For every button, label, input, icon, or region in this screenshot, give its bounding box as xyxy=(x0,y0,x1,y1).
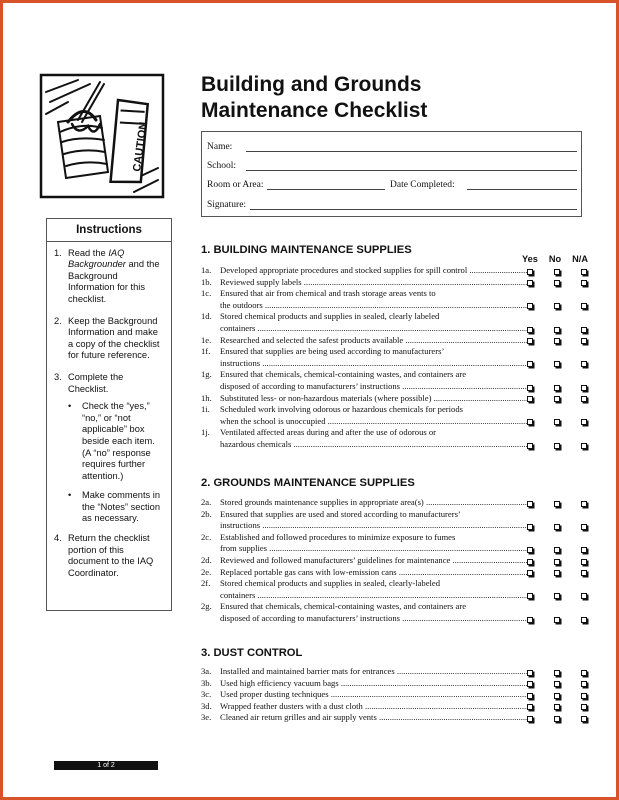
na-checkbox[interactable] xyxy=(581,670,587,676)
page-number: 1 of 2 xyxy=(54,761,158,770)
item-code: 3b. xyxy=(201,677,212,688)
na-checkbox[interactable] xyxy=(581,593,587,599)
item-text-line: Scheduled work involving odorous or hazardous chemicals for periods xyxy=(220,404,463,415)
section-title: 2. GROUNDS MAINTENANCE SUPPLIES xyxy=(201,477,415,489)
item-text xyxy=(220,678,527,690)
item-text xyxy=(220,701,527,713)
no-checkbox[interactable] xyxy=(554,524,560,530)
na-checkbox[interactable] xyxy=(581,547,587,553)
item-text-line: Established and followed procedures to minimize exposure to fumes xyxy=(220,531,456,542)
school-field[interactable] xyxy=(207,161,577,171)
answer-checkboxes xyxy=(527,361,587,369)
no-checkbox[interactable] xyxy=(554,670,560,676)
no-checkbox[interactable] xyxy=(554,704,560,710)
na-checkbox[interactable] xyxy=(581,327,587,333)
item-text xyxy=(220,288,527,311)
item-code: 2g. xyxy=(201,601,212,612)
instruction-item: 4. Return the checklist portion of this document to the IAQ Coordinator. xyxy=(54,533,154,578)
signature-line[interactable] xyxy=(250,200,577,210)
item-text xyxy=(220,311,527,334)
yes-checkbox[interactable] xyxy=(527,716,533,722)
item-code: 1f. xyxy=(201,346,211,357)
item-text-line: containers ..... xyxy=(220,590,527,602)
yes-checkbox[interactable] xyxy=(527,704,533,710)
yes-checkbox[interactable] xyxy=(527,338,533,344)
no-checkbox[interactable] xyxy=(554,443,560,449)
no-checkbox[interactable] xyxy=(554,501,560,507)
checklist-row xyxy=(201,532,587,555)
answer-checkboxes xyxy=(527,593,587,601)
na-checkbox[interactable] xyxy=(581,716,587,722)
no-checkbox[interactable] xyxy=(554,693,560,699)
no-checkbox[interactable] xyxy=(554,338,560,344)
answer-checkboxes xyxy=(527,269,587,277)
instruction-item: 1. Read the IAQ Backgrounder and the Background Information for this checklist. xyxy=(54,247,160,304)
item-text-line: disposed of according to manufacturers’ instructions ..... xyxy=(220,613,527,625)
no-checkbox[interactable] xyxy=(554,681,560,687)
answer-checkboxes xyxy=(527,617,587,625)
item-text-line: Stored grounds maintenance supplies in appropriate area(s) ..... xyxy=(220,497,527,509)
na-checkbox[interactable] xyxy=(581,269,587,275)
page-title xyxy=(201,72,427,124)
col-na: N/A xyxy=(572,254,588,264)
answer-checkboxes xyxy=(527,385,587,393)
title-line-2: Maintenance Checklist xyxy=(201,99,428,122)
item-code: 3a. xyxy=(201,666,212,676)
room-line[interactable] xyxy=(267,180,385,190)
yes-checkbox[interactable] xyxy=(527,396,533,402)
item-text-line: Reviewed supply labels ..... xyxy=(220,277,527,289)
item-text xyxy=(220,265,527,277)
item-text-line: Reviewed and followed manufacturers’ guidelines for maintenance ..... xyxy=(220,555,527,567)
item-text-line: Wrapped feather dusters with a dust cloth ..... xyxy=(220,701,527,713)
date-label: Date Completed: xyxy=(390,180,455,190)
item-code: 1i. xyxy=(201,404,210,415)
item-text xyxy=(220,666,527,678)
yes-checkbox[interactable] xyxy=(527,547,533,553)
item-text xyxy=(220,509,527,532)
na-checkbox[interactable] xyxy=(581,681,587,687)
section-building-maintenance xyxy=(201,244,587,451)
checklist-rows xyxy=(201,666,587,724)
yes-checkbox[interactable] xyxy=(527,280,533,286)
item-text-line: instructions ..... xyxy=(220,358,527,370)
na-checkbox[interactable] xyxy=(581,524,587,530)
item-text xyxy=(220,277,527,289)
checklist-row xyxy=(201,335,587,347)
item-code: 3d. xyxy=(201,700,212,711)
item-text xyxy=(220,427,527,450)
answer-checkboxes xyxy=(527,716,587,724)
answer-checkboxes xyxy=(527,419,587,427)
item-text xyxy=(220,578,527,601)
item-text-line: the outdoors ..... xyxy=(220,300,527,312)
title-line-1: Building and Grounds xyxy=(201,73,422,96)
item-text-line: Ensured that chemicals, chemical-containing wastes, and containers are xyxy=(220,369,467,380)
checklist-row xyxy=(201,567,587,579)
checklist-row xyxy=(201,701,587,713)
col-no: No xyxy=(548,254,562,264)
yes-checkbox[interactable] xyxy=(527,593,533,599)
checklist-row xyxy=(201,555,587,567)
item-code: 3e. xyxy=(201,712,212,723)
item-text-line: Stored chemical products and supplies in sealed, clearly-labeled xyxy=(220,578,441,589)
no-checkbox[interactable] xyxy=(554,570,560,576)
no-checkbox[interactable] xyxy=(554,396,560,402)
item-text-line: Used proper dusting techniques ..... xyxy=(220,689,527,701)
item-text xyxy=(220,689,527,701)
yes-checkbox[interactable] xyxy=(527,361,533,367)
item-text-line: Used high efficiency vacuum bags ..... xyxy=(220,678,527,690)
yes-checkbox[interactable] xyxy=(527,269,533,275)
checklist-row xyxy=(201,404,587,427)
no-checkbox[interactable] xyxy=(554,303,560,309)
checklist-rows xyxy=(201,497,587,625)
yes-checkbox[interactable] xyxy=(527,559,533,565)
date-line[interactable] xyxy=(467,180,577,190)
item-text-line: Stored chemical products and supplies in sealed, clearly labeled xyxy=(220,311,440,322)
answer-checkboxes xyxy=(527,670,587,678)
school-line[interactable] xyxy=(246,161,577,171)
item-text-line: Substituted less- or non-hazardous materials (where possible) ..... xyxy=(220,393,527,405)
signature-label: Signature: xyxy=(207,200,247,210)
na-checkbox[interactable] xyxy=(581,559,587,565)
yes-checkbox[interactable] xyxy=(527,327,533,333)
section-title: 1. BUILDING MAINTENANCE SUPPLIES xyxy=(201,244,412,256)
checklist-row xyxy=(201,509,587,532)
no-checkbox[interactable] xyxy=(554,419,560,425)
answer-checkboxes xyxy=(527,570,587,578)
item-code: 1c. xyxy=(201,288,212,299)
na-checkbox[interactable] xyxy=(581,338,587,344)
checklist-rows xyxy=(201,265,587,451)
item-text-line: Developed appropriate procedures and stocked supplies for spill control ..... xyxy=(220,265,527,277)
checklist-row xyxy=(201,678,587,690)
caution-bucket-logo xyxy=(38,72,166,200)
item-code: 2f. xyxy=(201,578,211,589)
no-checkbox[interactable] xyxy=(554,559,560,565)
checklist-row xyxy=(201,578,587,601)
item-code: 2e. xyxy=(201,566,212,577)
na-checkbox[interactable] xyxy=(581,280,587,286)
checklist-row xyxy=(201,601,587,624)
checklist-row xyxy=(201,288,587,311)
instructions-box xyxy=(46,218,172,611)
name-line[interactable] xyxy=(246,142,577,152)
no-checkbox[interactable] xyxy=(554,280,560,286)
answer-checkboxes xyxy=(527,501,587,509)
item-text xyxy=(220,335,527,347)
no-checkbox[interactable] xyxy=(554,593,560,599)
section-title: 3. DUST CONTROL xyxy=(201,647,303,659)
answer-checkboxes xyxy=(527,443,587,451)
answer-checkboxes xyxy=(527,524,587,532)
no-checkbox[interactable] xyxy=(554,617,560,623)
item-code: 3c. xyxy=(201,689,212,700)
checklist-row xyxy=(201,265,587,277)
na-checkbox[interactable] xyxy=(581,693,587,699)
item-text-line: Ensured that supplies are being used according to manufacturers’ xyxy=(220,346,445,357)
checklist-row xyxy=(201,346,587,369)
yes-checkbox[interactable] xyxy=(527,524,533,530)
instruction-sub-item: • Check the “yes,” “no,” or “not applicable” box beside each item. (A “no” response requires further attention.) xyxy=(68,401,155,481)
item-code: 2c. xyxy=(201,531,212,542)
name-label: Name: xyxy=(207,142,233,152)
item-code: 1g. xyxy=(201,369,212,380)
signature-field[interactable] xyxy=(207,200,577,210)
item-text-line: instructions ..... xyxy=(220,520,527,532)
checklist-row xyxy=(201,497,587,509)
item-text xyxy=(220,555,527,567)
item-code: 1b. xyxy=(201,276,212,287)
no-checkbox[interactable] xyxy=(554,716,560,722)
answer-checkboxes xyxy=(527,681,587,689)
item-code: 2b. xyxy=(201,508,212,519)
room-label: Room or Area: xyxy=(207,180,264,190)
item-text-line: Ensured that chemicals, chemical-containing wastes, and containers are xyxy=(220,601,467,612)
item-text xyxy=(220,712,527,724)
na-checkbox[interactable] xyxy=(581,704,587,710)
answer-checkboxes xyxy=(527,303,587,311)
na-checkbox[interactable] xyxy=(581,303,587,309)
yes-checkbox[interactable] xyxy=(527,617,533,623)
yes-checkbox[interactable] xyxy=(527,570,533,576)
item-text-line: containers ..... xyxy=(220,323,527,335)
room-field[interactable] xyxy=(207,180,385,190)
na-checkbox[interactable] xyxy=(581,443,587,449)
item-text xyxy=(220,567,527,579)
name-field[interactable] xyxy=(207,142,577,152)
checklist-row xyxy=(201,712,587,724)
na-checkbox[interactable] xyxy=(581,501,587,507)
na-checkbox[interactable] xyxy=(581,361,587,367)
item-text-line: Ensured that supplies are used and stored according to manufacturers’ xyxy=(220,508,461,519)
item-text-line: hazardous chemicals ..... xyxy=(220,439,527,451)
na-checkbox[interactable] xyxy=(581,570,587,576)
no-checkbox[interactable] xyxy=(554,361,560,367)
logo-caution-text: CAUTION xyxy=(131,121,150,173)
info-form xyxy=(201,131,582,217)
instruction-sub-item: • Make comments in the “Notes” section as necessary. xyxy=(68,490,161,524)
instruction-item: 2. Keep the Background Information and make a copy of the checklist for future reference. xyxy=(54,315,160,361)
checklist-row xyxy=(201,393,587,405)
checklist-row xyxy=(201,369,587,392)
yes-checkbox[interactable] xyxy=(527,670,533,676)
item-text xyxy=(220,346,527,369)
answer-checkboxes xyxy=(527,547,587,555)
checklist-row xyxy=(201,666,587,678)
item-code: 1e. xyxy=(201,334,212,345)
instructions-title: Instructions xyxy=(47,219,171,242)
item-text xyxy=(220,404,527,427)
checklist-row xyxy=(201,277,587,289)
answer-checkboxes xyxy=(527,396,587,404)
item-code: 2a. xyxy=(201,497,212,507)
yes-checkbox[interactable] xyxy=(527,443,533,449)
item-code: 1j. xyxy=(201,427,210,438)
item-text-line: disposed of according to manufacturers’ instructions ..... xyxy=(220,381,527,393)
yes-checkbox[interactable] xyxy=(527,385,533,391)
section-dust-control xyxy=(201,647,587,724)
item-text xyxy=(220,601,527,624)
no-checkbox[interactable] xyxy=(554,385,560,391)
item-code: 2d. xyxy=(201,554,212,565)
answer-checkboxes xyxy=(527,327,587,335)
date-field[interactable] xyxy=(390,180,577,190)
answer-checkboxes xyxy=(527,559,587,567)
answer-checkboxes xyxy=(527,704,587,712)
item-text-line: Replaced portable gas cans with low-emission cans ..... xyxy=(220,567,527,579)
item-text-line: when the school is unoccupied ..... xyxy=(220,416,527,428)
section-grounds-maintenance xyxy=(201,477,587,625)
item-code: 1h. xyxy=(201,392,212,403)
na-checkbox[interactable] xyxy=(581,617,587,623)
item-text xyxy=(220,497,527,509)
item-text-line: Cleaned air return grilles and air supply vents ..... xyxy=(220,712,527,724)
item-text-line: Ensured that air from chemical and trash storage areas vents to xyxy=(220,288,436,299)
yes-checkbox[interactable] xyxy=(527,501,533,507)
no-checkbox[interactable] xyxy=(554,327,560,333)
answer-checkboxes xyxy=(527,280,587,288)
checklist-row xyxy=(201,427,587,450)
na-checkbox[interactable] xyxy=(581,385,587,391)
no-checkbox[interactable] xyxy=(554,269,560,275)
answer-checkboxes xyxy=(527,338,587,346)
na-checkbox[interactable] xyxy=(581,419,587,425)
item-text-line: Ventilated affected areas during and after the use of odorous or xyxy=(220,427,437,438)
instruction-item: 3. Complete the Checklist. • Check the “yes,” “no,” or “not applicable” box beside each item. (A “no” response requires further attention.) • Make comments in the “Notes” section as necessary. xyxy=(54,372,165,533)
yes-checkbox[interactable] xyxy=(527,303,533,309)
item-text xyxy=(220,369,527,392)
no-checkbox[interactable] xyxy=(554,547,560,553)
yes-checkbox[interactable] xyxy=(527,693,533,699)
item-text-line: Researched and selected the safest products available ..... xyxy=(220,335,527,347)
school-label: School: xyxy=(207,161,237,171)
item-text-line: Installed and maintained barrier mats for entrances ..... xyxy=(220,666,527,678)
item-code: 1a. xyxy=(201,265,212,275)
checklist-row xyxy=(201,689,587,701)
yes-checkbox[interactable] xyxy=(527,681,533,687)
answer-checkboxes xyxy=(527,693,587,701)
na-checkbox[interactable] xyxy=(581,396,587,402)
item-code: 1d. xyxy=(201,311,212,322)
item-text xyxy=(220,532,527,555)
item-text xyxy=(220,393,527,405)
item-text-line: from supplies ..... xyxy=(220,543,527,555)
checklist-row xyxy=(201,311,587,334)
yes-checkbox[interactable] xyxy=(527,419,533,425)
col-yes: Yes xyxy=(522,254,538,264)
